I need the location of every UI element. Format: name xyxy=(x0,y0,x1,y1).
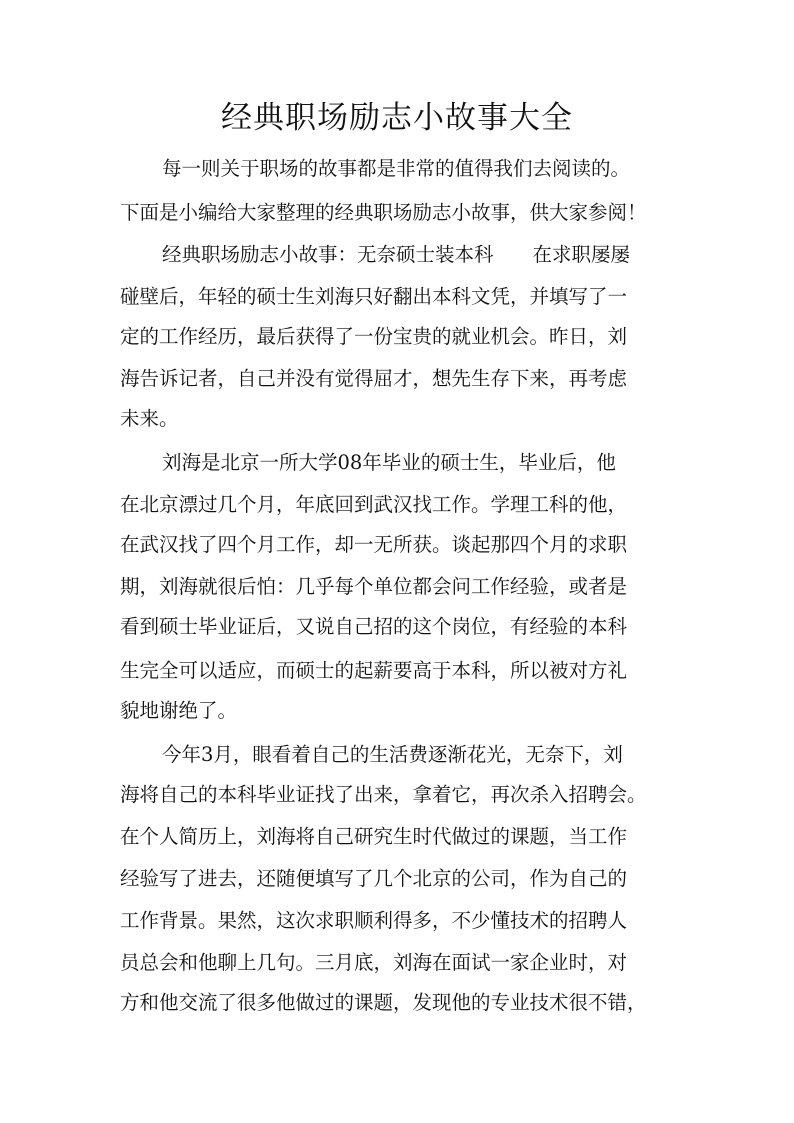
paragraph-line: 看到硕士毕业证后，又说自己招的这个岗位，有经验的本科 xyxy=(120,615,628,638)
paragraph-line: 在武汉找了四个月工作，却一无所获。谈起那四个月的求职 xyxy=(120,533,628,556)
paragraph-line: 在北京漂过几个月，年底回到武汉找工作。学理工科的他， xyxy=(120,493,628,516)
paragraph-line: 碰壁后，年轻的硕士生刘海只好翻出本科文凭，并填写了一 xyxy=(120,285,628,308)
paragraph-line: 刘海是北京一所大学08年毕业的硕士生，毕业后，他 xyxy=(162,451,616,474)
paragraph-line: 工作背景。果然，这次求职顺利得多，不少懂技术的招聘人 xyxy=(120,909,628,932)
paragraph-line: 经验写了进去，还随便填写了几个北京的公司，作为自己的 xyxy=(120,867,628,890)
paragraph-line: 下面是小编给大家整理的经典职场励志小故事，供大家参阅！ xyxy=(120,201,647,224)
paragraph-line: 今年3月，眼看着自己的生活费逐渐花光，无奈下，刘 xyxy=(162,743,623,766)
paragraph-line: 方和他交流了很多他做过的课题，发现他的专业技术很不错， xyxy=(120,991,647,1014)
paragraph-line: 在个人简历上，刘海将自己研究生时代做过的课题，当工作 xyxy=(120,825,628,848)
paragraph-line: 海告诉记者，自己并没有觉得屈才，想先生存下来，再考虑 xyxy=(120,367,628,390)
paragraph-line: 每一则关于职场的故事都是非常的值得我们去阅读的。 xyxy=(162,157,631,180)
paragraph-line: 定的工作经历，最后获得了一份宝贵的就业机会。昨日，刘 xyxy=(120,325,628,348)
paragraph-line: 经典职场励志小故事：无奈硕士装本科 在求职屡屡 xyxy=(162,243,631,266)
document-title: 经典职场励志小故事大全 xyxy=(221,100,573,136)
paragraph-line: 生完全可以适应，而硕士的起薪要高于本科，所以被对方礼 xyxy=(120,659,628,682)
paragraph-line: 员总会和他聊上几句。三月底，刘海在面试一家企业时，对 xyxy=(120,951,628,974)
paragraph-line: 未来。 xyxy=(120,407,179,430)
paragraph-line: 海将自己的本科毕业证找了出来，拿着它，再次杀入招聘会。 xyxy=(120,783,647,806)
paragraph-line: 期，刘海就很后怕：几乎每个单位都会问工作经验，或者是 xyxy=(120,575,628,598)
paragraph-line: 貌地谢绝了。 xyxy=(120,699,238,722)
